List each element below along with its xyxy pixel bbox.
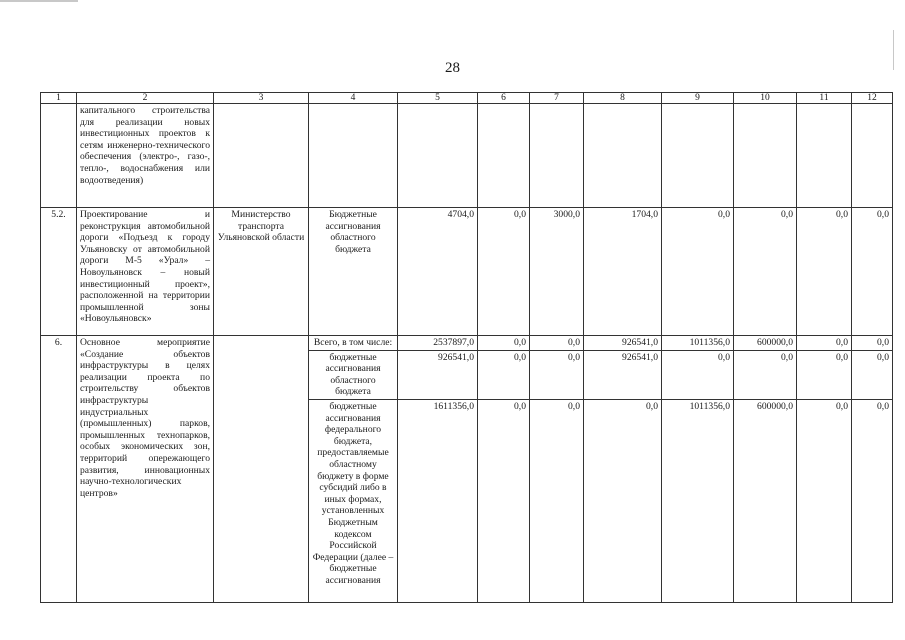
header-cell: 1 (41, 93, 77, 104)
value-cell: 0,0 (797, 350, 852, 399)
value-cell: 926541,0 (398, 350, 478, 399)
header-cell: 5 (398, 93, 478, 104)
column-number-row (41, 93, 893, 104)
header-cell: 12 (852, 93, 893, 104)
value-cell: 0,0 (662, 208, 734, 336)
value-cell: 0,0 (852, 399, 893, 602)
value-cell: 0,0 (478, 350, 530, 399)
value-cell: 0,0 (734, 208, 797, 336)
value-cell: 0,0 (662, 350, 734, 399)
activity-name: Проектирование и реконструкция автомобильной дороги «Подъезд к городу Ульяновску от автомобильной дороги М-5 «Урал» – Новоульяновск – новый инвестиционный проект», расположенной на территории промышленной зоны «Новоульяновск» (77, 208, 214, 336)
value-cell: 1611356,0 (398, 399, 478, 602)
value-cell: 0,0 (530, 336, 584, 351)
value-cell: 0,0 (797, 399, 852, 602)
scan-edge-mark (0, 0, 78, 2)
header-cell: 4 (309, 93, 398, 104)
budget-table (40, 92, 893, 603)
header-cell: 9 (662, 93, 734, 104)
funding-source: Всего, в том числе: (309, 336, 398, 351)
value-cell: 0,0 (852, 350, 893, 399)
value-cell: 0,0 (852, 336, 893, 351)
value-cell: 0,0 (478, 399, 530, 602)
value-cell: 0,0 (530, 350, 584, 399)
value-cell: 1011356,0 (662, 399, 734, 602)
header-cell: 2 (77, 93, 214, 104)
funding-source: бюджетные ассигнования областного бюджета (309, 350, 398, 399)
header-cell: 11 (797, 93, 852, 104)
value-cell: 2537897,0 (398, 336, 478, 351)
value-cell: 4704,0 (398, 208, 478, 336)
page-number: 28 (445, 60, 460, 76)
funding-source: бюджетные ассигнования федерального бюджета, предоставляемые областному бюджету в форме субсидий либо в иных формах, установленных Бюджетным кодексом Российской Федерации (далее – бюджетные ассигнования (309, 399, 398, 602)
value-cell: 0,0 (584, 399, 662, 602)
scan-edge-mark (893, 30, 894, 70)
value-cell: 3000,0 (530, 208, 584, 336)
value-cell: 0,0 (478, 336, 530, 351)
table-row-6-total (41, 336, 893, 351)
value-cell: 0,0 (478, 208, 530, 336)
activity-name: Основное мероприятие «Создание объектов инфраструктуры в целях реализации проекта по строительству объектов инфраструктуры индустриальных (промышленных) парков, промышленных технопарков, особых экономических зон, территорий опережающего развития, инновационных научно-технологических центров» (77, 336, 214, 603)
value-cell: 0,0 (797, 336, 852, 351)
value-cell: 926541,0 (584, 350, 662, 399)
value-cell: 1011356,0 (662, 336, 734, 351)
table-row-5-2 (41, 208, 893, 336)
value-cell: 0,0 (734, 350, 797, 399)
value-cell: 0,0 (530, 399, 584, 602)
value-cell: 0,0 (797, 208, 852, 336)
header-cell: 10 (734, 93, 797, 104)
activity-name: капитального строительства для реализации новых инвестиционных проектов к сетям инженерно-технического обеспечения (электро-, газо-, тепло-, водоснабжения или водоотведения) (77, 104, 214, 208)
value-cell: 600000,0 (734, 336, 797, 351)
row-number: 6. (41, 336, 77, 603)
executor: Министерство транспорта Ульяновской области (214, 208, 309, 336)
value-cell: 926541,0 (584, 336, 662, 351)
header-cell: 3 (214, 93, 309, 104)
header-cell: 7 (530, 93, 584, 104)
value-cell: 0,0 (852, 208, 893, 336)
value-cell: 1704,0 (584, 208, 662, 336)
funding-source: Бюджетные ассигнования областного бюджета (309, 208, 398, 336)
row-number: 5.2. (41, 208, 77, 336)
table-row-continued (41, 104, 893, 208)
header-cell: 6 (478, 93, 530, 104)
value-cell: 600000,0 (734, 399, 797, 602)
header-cell: 8 (584, 93, 662, 104)
